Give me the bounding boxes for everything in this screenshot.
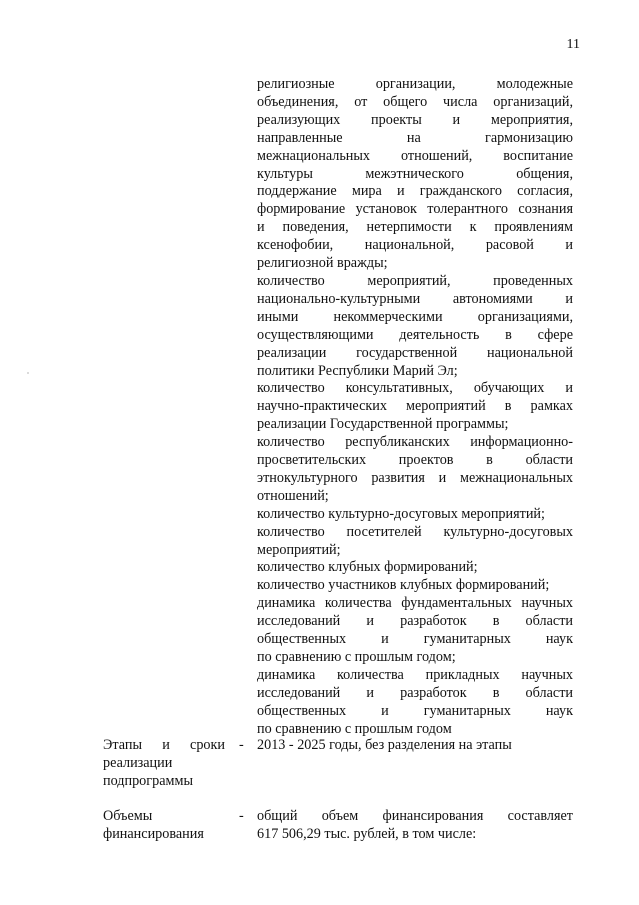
stages-label xyxy=(103,737,225,791)
text-line: ксенофобии, национальной, расовой и xyxy=(257,237,573,254)
text-line: национально-культурными автономиями и xyxy=(257,290,573,307)
text-line: исследований и разработок в области xyxy=(257,684,573,701)
label-line: финансирования xyxy=(103,825,204,842)
text-line: религиозной вражды; xyxy=(257,255,388,272)
value-line: общий объем финансирования составляет xyxy=(257,808,573,824)
text-line: количество клубных формирований; xyxy=(257,559,478,576)
indicators-text xyxy=(257,76,573,739)
text-line: осуществляющими деятельность в сфере xyxy=(257,326,573,343)
scan-speck xyxy=(27,372,29,374)
text-line: по сравнению с прошлым годом; xyxy=(257,649,456,665)
text-line: религиозные организации, молодежные xyxy=(257,76,573,92)
text-line: объединения, от общего числа организаций, xyxy=(257,93,573,110)
volume-label xyxy=(103,808,225,844)
text-line: общественных и гуманитарных наук xyxy=(257,702,573,719)
text-line: реализации Государственной программы; xyxy=(257,416,509,433)
text-line: динамика количества фундаментальных научных xyxy=(257,595,573,612)
text-line: этнокультурного развития и межнациональных xyxy=(257,469,573,486)
text-line: количество консультативных, обучающих и xyxy=(257,380,573,397)
text-line: формирование установок толерантного сознания xyxy=(257,201,573,218)
text-line: направленные на гармонизацию xyxy=(257,129,573,146)
text-line: иными некоммерческими организациями, xyxy=(257,308,573,325)
text-line: общественных и гуманитарных наук xyxy=(257,631,573,648)
text-line: исследований и разработок в области xyxy=(257,613,573,630)
label-line: подпрограммы xyxy=(103,772,193,789)
page-number: 11 xyxy=(566,37,580,52)
text-line: научно-практических мероприятий в рамках xyxy=(257,398,573,415)
text-line: количество посетителей культурно-досуговых xyxy=(257,523,573,540)
text-line: поддержание мира и гражданского согласия, xyxy=(257,183,573,200)
text-line: отношений; xyxy=(257,487,329,504)
text-line: и поведения, нетерпимости к проявлениям xyxy=(257,219,573,236)
separator-dash: - xyxy=(239,737,244,753)
text-line: количество мероприятий, проведенных xyxy=(257,272,573,289)
text-line: реализации государственной национальной xyxy=(257,344,573,361)
text-line: реализующих проекты и мероприятия, xyxy=(257,111,573,128)
text-line: динамика количества прикладных научных xyxy=(257,666,573,683)
text-line: просветительских проектов в области xyxy=(257,452,573,469)
label-line: Этапы и сроки xyxy=(103,737,225,753)
stages-value: 2013 - 2025 годы, без разделения на этапы xyxy=(257,737,512,753)
text-line: мероприятий; xyxy=(257,541,341,558)
text-line: количество культурно-досуговых мероприятий; xyxy=(257,505,545,522)
text-line: межнациональных отношений, воспитание xyxy=(257,147,573,164)
value-line: 617 506,29 тыс. рублей, в том числе: xyxy=(257,825,477,842)
text-line: культуры межэтнического общения, xyxy=(257,165,573,182)
text-line: количество участников клубных формирований; xyxy=(257,577,550,594)
text-line: количество республиканских информационно- xyxy=(257,434,573,451)
text-line: по сравнению с прошлым годом xyxy=(257,720,452,737)
separator-dash: - xyxy=(239,808,244,824)
label-line: Объемы xyxy=(103,808,153,824)
label-line: реализации xyxy=(103,754,173,771)
volume-value xyxy=(257,808,573,844)
text-line: политики Республики Марий Эл; xyxy=(257,362,458,379)
